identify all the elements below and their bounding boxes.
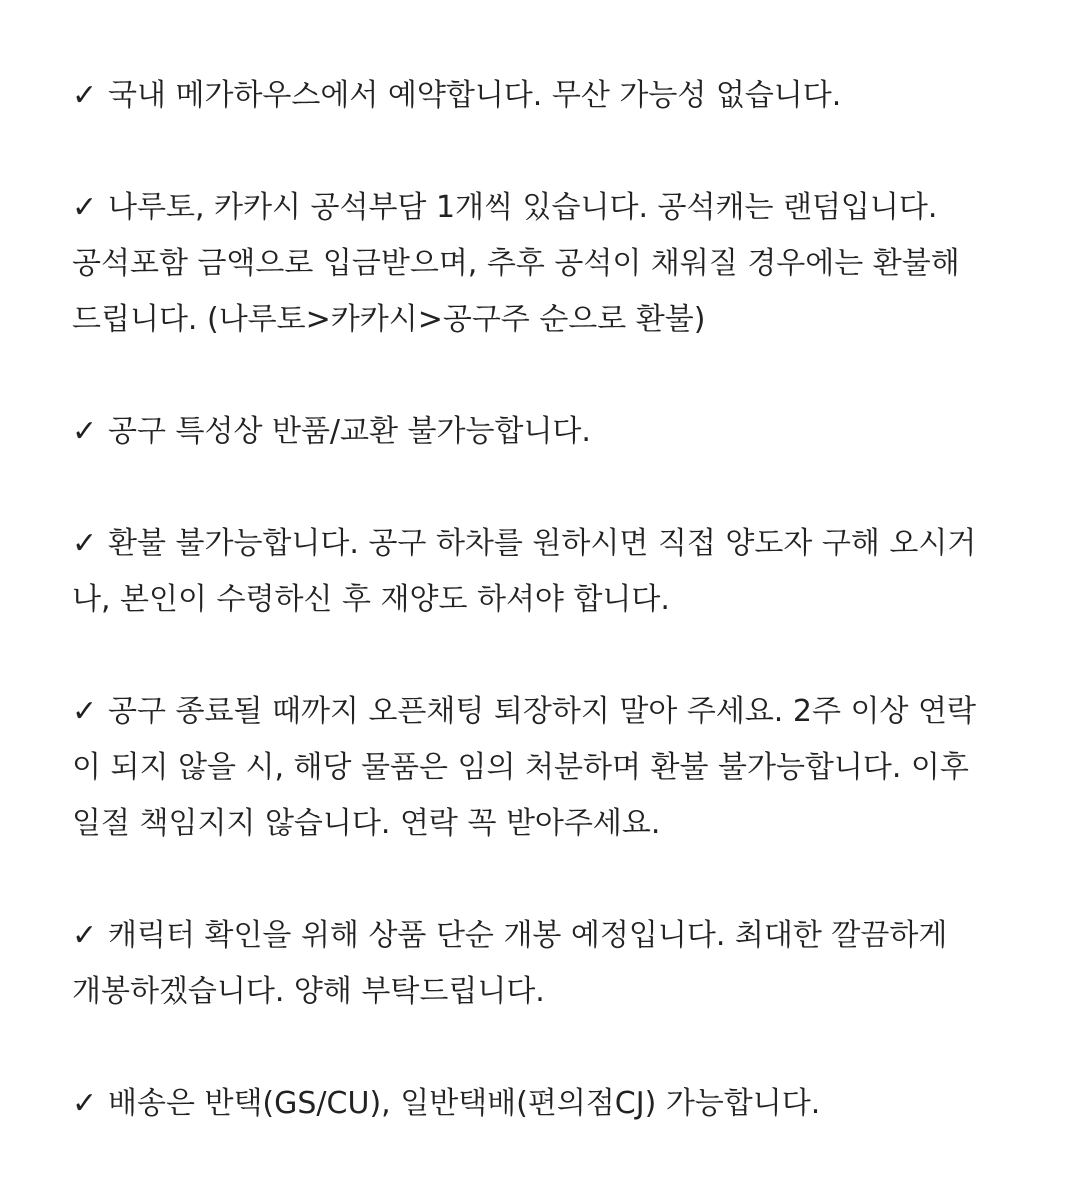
notice-item-6: [72, 908, 1032, 1020]
notice-text: 환불 불가능합니다. 공구 하차를 원하시면 직접 양도자 구해 오시거: [108, 526, 977, 561]
notice-line: 이 되지 않을 시, 해당 물품은 임의 처분하며 환불 불가능합니다. 이후: [72, 750, 969, 785]
notice-item-3: [72, 404, 1032, 460]
notice-item-2: [72, 180, 1032, 348]
notice-line: 드립니다. (나루토>카카시>공구주 순으로 환불): [72, 302, 706, 337]
check-mark-icon: ✓: [72, 918, 98, 953]
notice-line: 일절 책임지지 않습니다. 연락 꼭 받아주세요.: [72, 806, 661, 841]
notice-text: 나루토, 카카시 공석부담 1개씩 있습니다. 공석캐는 랜덤입니다.: [108, 190, 938, 225]
notice-text: 공구 종료될 때까지 오픈채팅 퇴장하지 말아 주세요. 2주 이상 연락: [108, 694, 976, 729]
check-mark-icon: ✓: [72, 78, 98, 113]
notice-text: 공구 특성상 반품/교환 불가능합니다.: [108, 414, 591, 449]
notice-line: 나, 본인이 수령하신 후 재양도 하셔야 합니다.: [72, 582, 670, 617]
check-mark-icon: ✓: [72, 1086, 98, 1121]
notice-text: 국내 메가하우스에서 예약합니다. 무산 가능성 없습니다.: [108, 78, 842, 113]
notice-text: 배송은 반택(GS/CU), 일반택배(편의점CJ) 가능합니다.: [108, 1086, 821, 1121]
check-mark-icon: ✓: [72, 190, 98, 225]
check-mark-icon: ✓: [72, 694, 98, 729]
notice-item-5: [72, 684, 1032, 852]
notice-item-1: [72, 68, 1032, 124]
notice-line: [72, 180, 1032, 236]
notice-line: [72, 1076, 1032, 1132]
check-mark-icon: ✓: [72, 414, 98, 449]
notice-line: [72, 404, 1032, 460]
notice-item-4: [72, 516, 1032, 628]
notice-line: [72, 516, 1032, 572]
notice-text: 캐릭터 확인을 위해 상품 단순 개봉 예정입니다. 최대한 깔끔하게: [108, 918, 948, 953]
check-mark-icon: ✓: [72, 526, 98, 561]
notice-line: [72, 68, 1032, 124]
notice-line: [72, 684, 1032, 740]
notice-line: [72, 908, 1032, 964]
notice-item-7: [72, 1076, 1032, 1132]
notice-line: 공석포함 금액으로 입금받으며, 추후 공석이 채워질 경우에는 환불해: [72, 246, 960, 281]
notice-line: 개봉하겠습니다. 양해 부탁드립니다.: [72, 974, 545, 1009]
